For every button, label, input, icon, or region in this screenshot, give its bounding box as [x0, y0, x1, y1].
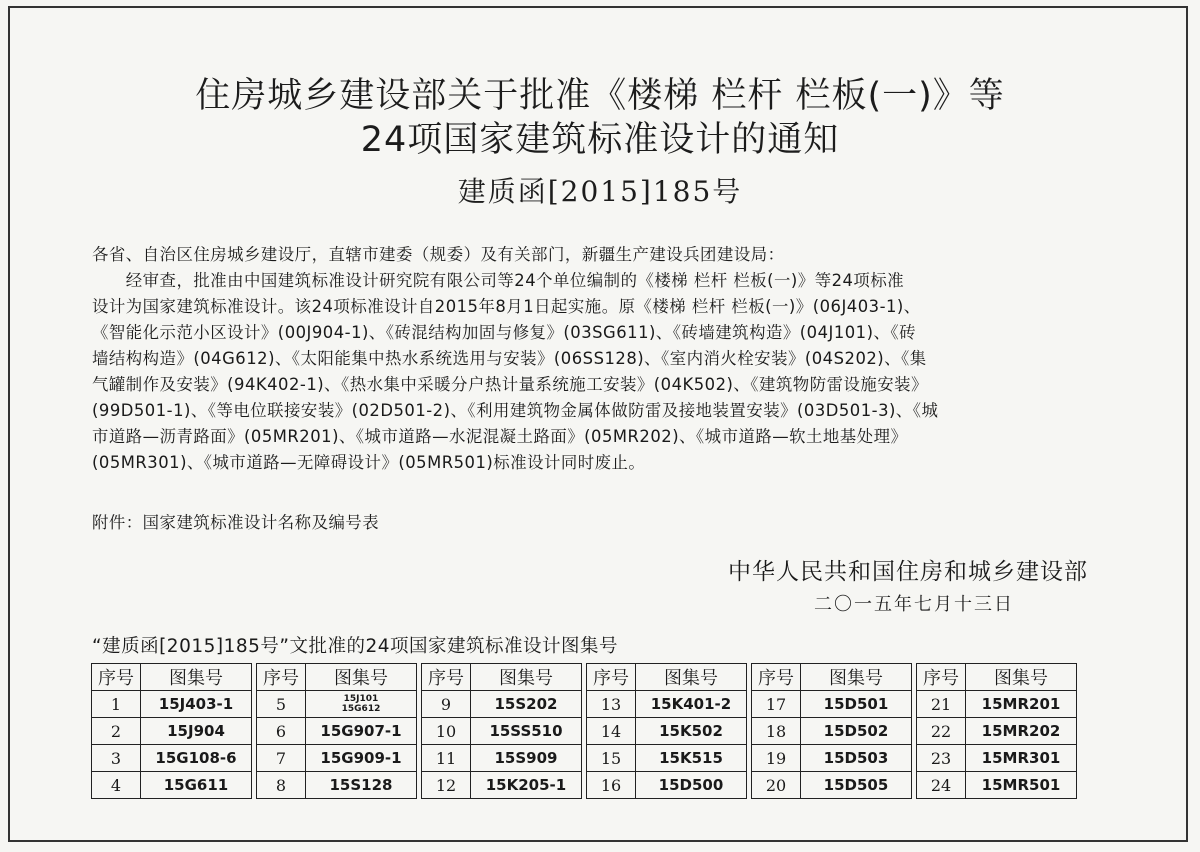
notice-title-line1: 住房城乡建设部关于批准《楼梯 栏杆 栏板(一)》等 — [195, 76, 1005, 116]
table-row — [92, 772, 1077, 799]
document-number: 建质函[2015]185号 — [457, 175, 743, 208]
body-line: 气罐制作及安装》(94K402-1)、《热水集中采暖分户热计量系统施工安装》(04K502)、《建筑物防雷设施安装》 — [92, 375, 928, 394]
attachment-note: 附件：国家建筑标准设计名称及编号表 — [92, 513, 380, 532]
row-number: 21 — [917, 691, 966, 718]
atlas-code: 15D502 — [801, 718, 912, 745]
body-line: 设计为国家建筑标准设计。该24项标准设计自2015年8月1日起实施。原《楼梯 栏杆 栏板(一)》(06J403-1)、 — [92, 297, 921, 316]
row-number: 19 — [752, 745, 801, 772]
atlas-code: 15G909-1 — [306, 745, 417, 772]
atlas-code: 15J403-1 — [141, 691, 252, 718]
notice-title-line2: 24项国家建筑标准设计的通知 — [360, 120, 840, 160]
atlas-code: 15MR501 — [966, 772, 1077, 799]
header-no: 序号 — [752, 664, 801, 691]
atlas-code: 15MR201 — [966, 691, 1077, 718]
header-code: 图集号 — [801, 664, 912, 691]
atlas-code: 15K515 — [636, 745, 747, 772]
table-row — [92, 745, 1077, 772]
header-no: 序号 — [917, 664, 966, 691]
atlas-code: 15D505 — [801, 772, 912, 799]
row-number: 7 — [257, 745, 306, 772]
atlas-code: 15D501 — [801, 691, 912, 718]
row-number: 16 — [587, 772, 636, 799]
header-no: 序号 — [257, 664, 306, 691]
body-line: 《智能化示范小区设计》(00J904-1)、《砖混结构加固与修复》(03SG611)、《砖墙建筑构造》(04J101)、《砖 — [92, 323, 916, 342]
atlas-code: 15K502 — [636, 718, 747, 745]
row-number: 22 — [917, 718, 966, 745]
body-line: 市道路—沥青路面》(05MR201)、《城市道路—水泥混凝土路面》(05MR202)、《城市道路—软土地基处理》 — [92, 427, 908, 446]
body-line: 墙结构构造》(04G612)、《太阳能集中热水系统选用与安装》(06SS128)、《室内消火栓安装》(04S202)、《集 — [92, 349, 927, 368]
atlas-code: 15G108-6 — [141, 745, 252, 772]
row-number: 6 — [257, 718, 306, 745]
row-number: 20 — [752, 772, 801, 799]
row-number: 23 — [917, 745, 966, 772]
atlas-code: 15MR202 — [966, 718, 1077, 745]
row-number: 10 — [422, 718, 471, 745]
atlas-code-stacked: 15J101 15G612 — [341, 694, 381, 714]
header-no: 序号 — [92, 664, 141, 691]
row-number: 9 — [422, 691, 471, 718]
body-line: 经审查，批准由中国建筑标准设计研究院有限公司等24个单位编制的《楼梯 栏杆 栏板(一)》等24项标准 — [92, 271, 905, 290]
issue-date: 二〇一五年七月十三日 — [814, 594, 1014, 615]
row-number: 8 — [257, 772, 306, 799]
row-number: 12 — [422, 772, 471, 799]
atlas-code: 15S128 — [306, 772, 417, 799]
header-no: 序号 — [587, 664, 636, 691]
issuing-organization: 中华人民共和国住房和城乡建设部 — [728, 559, 1088, 585]
row-number: 14 — [587, 718, 636, 745]
row-number: 17 — [752, 691, 801, 718]
row-number: 2 — [92, 718, 141, 745]
row-number: 15 — [587, 745, 636, 772]
row-number: 13 — [587, 691, 636, 718]
addressee: 各省、自治区住房城乡建设厅，直辖市建委（规委）及有关部门，新疆生产建设兵团建设局： — [92, 245, 785, 264]
atlas-code: 15D503 — [801, 745, 912, 772]
row-number: 4 — [92, 772, 141, 799]
atlas-code: 15K401-2 — [636, 691, 747, 718]
header-code: 图集号 — [471, 664, 582, 691]
atlas-code: 15D500 — [636, 772, 747, 799]
atlas-code: 15G907-1 — [306, 718, 417, 745]
atlas-code — [306, 691, 417, 718]
table-caption: “建质函[2015]185号”文批准的24项国家建筑标准设计图集号 — [92, 636, 619, 657]
row-number: 18 — [752, 718, 801, 745]
row-number: 3 — [92, 745, 141, 772]
table-row — [92, 691, 1077, 718]
header-code: 图集号 — [636, 664, 747, 691]
body-line: (99D501-1)、《等电位联接安装》(02D501-2)、《利用建筑物金属体做防雷及接地装置安装》(03D501-3)、《城 — [92, 401, 939, 420]
row-number: 1 — [92, 691, 141, 718]
atlas-code: 15SS510 — [471, 718, 582, 745]
header-code: 图集号 — [966, 664, 1077, 691]
atlas-code: 15G611 — [141, 772, 252, 799]
header-no: 序号 — [422, 664, 471, 691]
table-header-row — [92, 664, 1077, 691]
row-number: 24 — [917, 772, 966, 799]
row-number: 11 — [422, 745, 471, 772]
atlas-code: 15J904 — [141, 718, 252, 745]
header-code: 图集号 — [306, 664, 417, 691]
atlas-code: 15MR301 — [966, 745, 1077, 772]
atlas-code: 15S909 — [471, 745, 582, 772]
table-row — [92, 718, 1077, 745]
body-line: (05MR301)、《城市道路—无障碍设计》(05MR501)标准设计同时废止。 — [92, 453, 646, 472]
atlas-code: 15S202 — [471, 691, 582, 718]
standards-table — [91, 663, 1077, 799]
atlas-code: 15K205-1 — [471, 772, 582, 799]
header-code: 图集号 — [141, 664, 252, 691]
row-number: 5 — [257, 691, 306, 718]
